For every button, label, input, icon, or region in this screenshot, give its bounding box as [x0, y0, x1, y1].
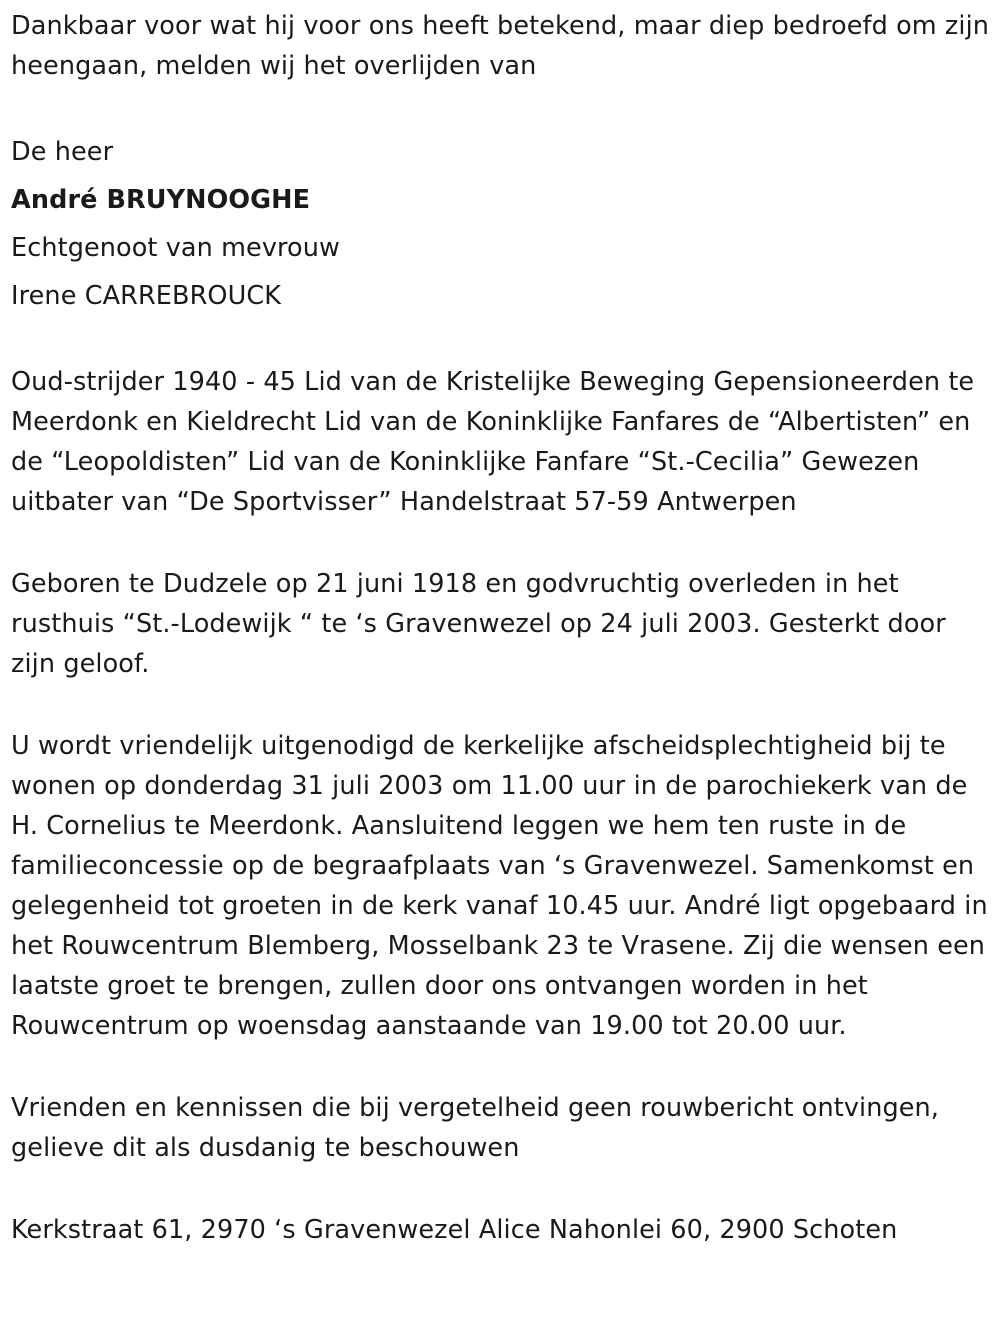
addresses-line: Kerkstraat 61, 2970 ‘s Gravenwezel Alice Nahonlei 60, 2900 Schoten: [11, 1215, 898, 1245]
intro-paragraph: Dankbaar voor wat hij voor ons heeft betekend, maar diep bedroefd om zijn heengaan, melden wij het overlijden van: [11, 11, 990, 81]
relation-label: Echtgenoot van mevrouw: [11, 233, 340, 263]
deceased-block: [11, 128, 991, 320]
obituary-document: [11, 6, 991, 1250]
notice-paragraph: Vrienden en kennissen die bij vergetelheid geen rouwbericht ontvingen, gelieve dit als dusdanig te beschouwen: [11, 1093, 940, 1163]
deceased-name: André BRUYNOOGHE: [11, 185, 311, 215]
ceremony-paragraph: U wordt vriendelijk uitgenodigd de kerkelijke afscheidsplechtigheid bij te wonen op donderdag 31 juli 2003 om 11.00 uur in de parochiekerk van de H. Cornelius te Meerdonk. Aansluitend leggen we hem ten ruste in de familieconcessie op de begraafplaats van ‘s Gravenwezel. Samenkomst en gelegenheid tot groeten in de kerk vanaf 10.45 uur. André ligt opgebaard in het Rouwcentrum Blemberg, Mosselbank 23 te Vrasene. Zij die wensen een laatste groet te brengen, zullen door ons ontvangen worden in het Rouwcentrum op woensdag aanstaande van 19.00 tot 20.00 uur.: [11, 731, 988, 1041]
salutation: De heer: [11, 137, 114, 167]
birth-death-paragraph: Geboren te Dudzele op 21 juni 1918 en godvruchtig overleden in het rusthuis “St.-Lodewijk “ te ‘s Gravenwezel op 24 juli 2003. Gesterkt door zijn geloof.: [11, 569, 946, 679]
spouse-name: Irene CARREBROUCK: [11, 281, 282, 311]
biography-paragraph: Oud-strijder 1940 - 45 Lid van de Kristelijke Beweging Gepensioneerden te Meerdonk en Kieldrecht Lid van de Koninklijke Fanfares de “Albertisten” en de “Leopoldisten” Lid van de Koninklijke Fanfare “St.-Cecilia” Gewezen uitbater van “De Sportvisser” Handelstraat 57-59 Antwerpen: [11, 367, 975, 517]
